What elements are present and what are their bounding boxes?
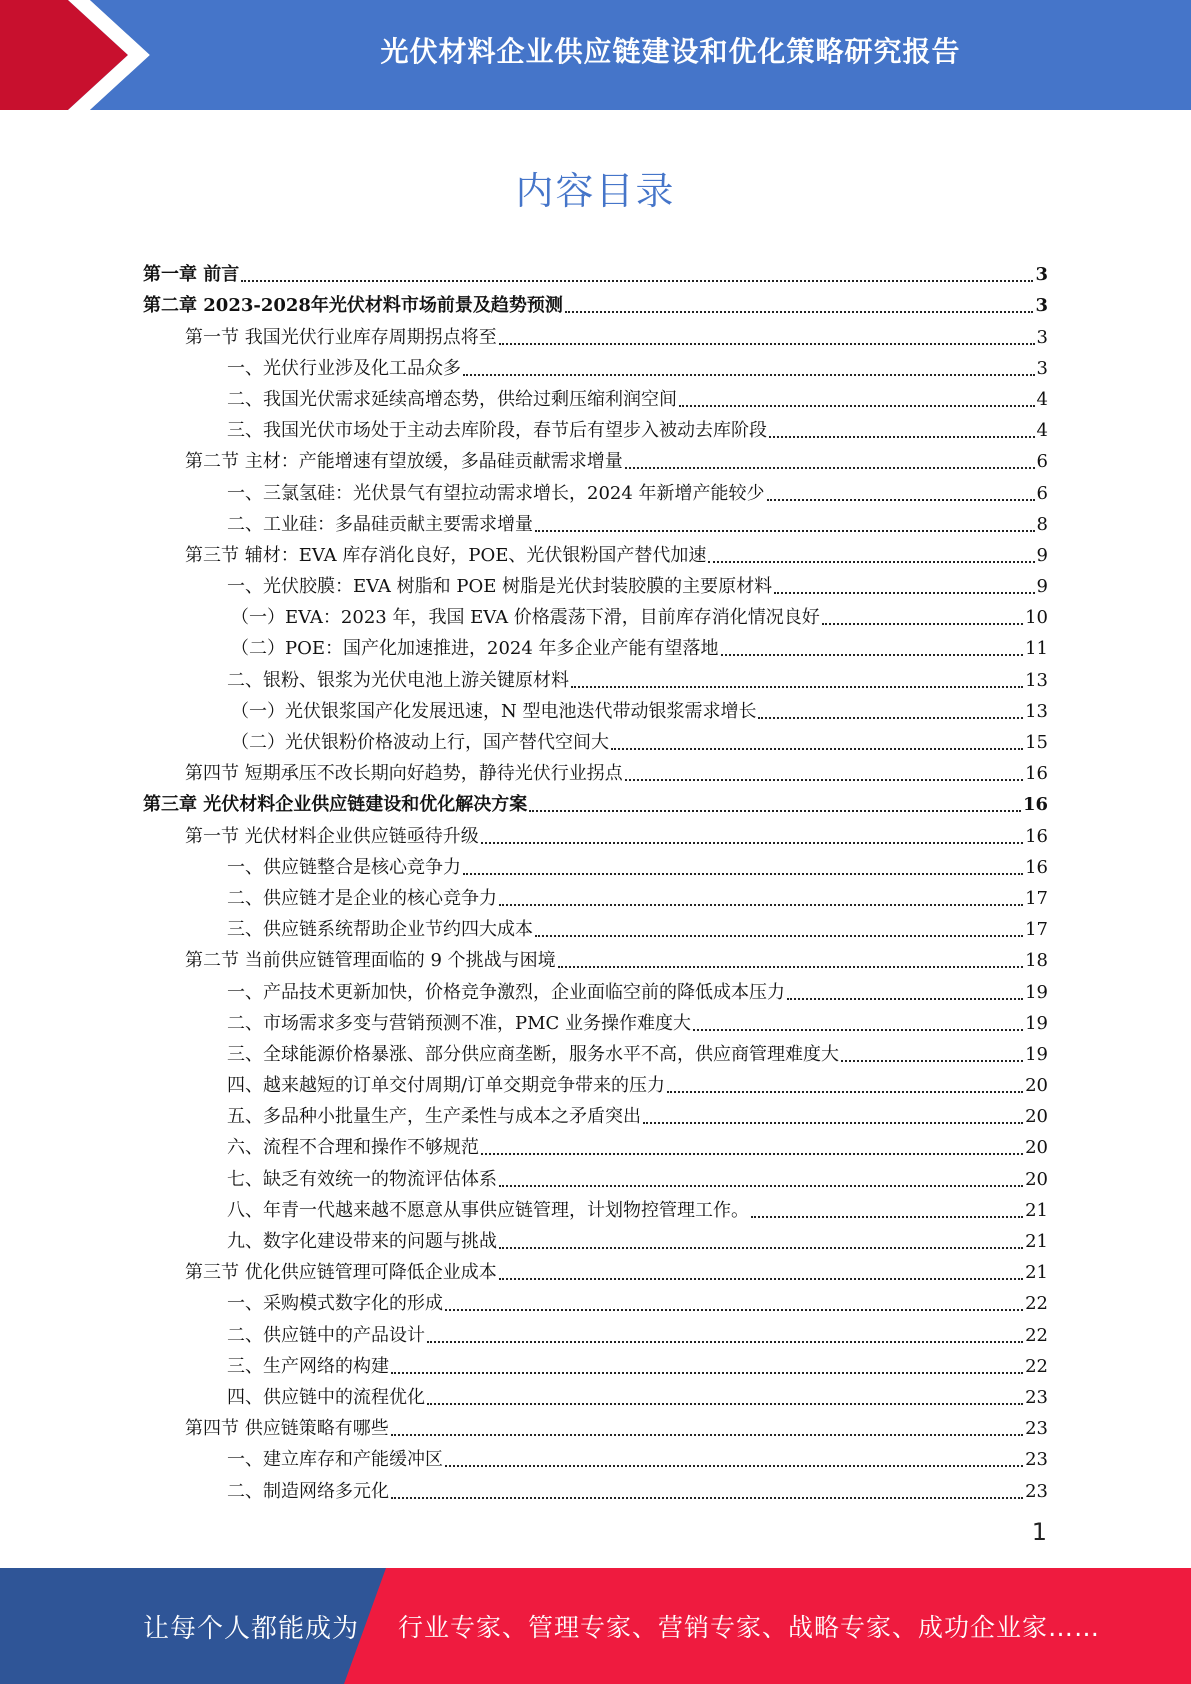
- toc-entry-page: 6: [1036, 451, 1048, 473]
- toc-entry[interactable]: [143, 1004, 1048, 1035]
- toc-entry-page: 21: [1025, 1231, 1048, 1252]
- toc-entry-page: 23: [1025, 1480, 1048, 1502]
- toc-entry[interactable]: [143, 1191, 1048, 1222]
- toc-dot-leader: [787, 990, 1023, 1000]
- toc-entry-title: 一、光伏胶膜：EVA 树脂和 POE 树脂是光伏封装胶膜的主要原材料: [227, 576, 773, 598]
- toc-entry[interactable]: [143, 286, 1048, 317]
- toc-dot-leader: [463, 865, 1023, 875]
- toc-entry[interactable]: [143, 1284, 1048, 1315]
- toc-entry[interactable]: [143, 879, 1048, 910]
- toc-entry[interactable]: [143, 972, 1048, 1003]
- toc-entry-title: 第二节 主材：产能增速有望放缓，多晶硅贡献需求增量: [185, 451, 623, 473]
- toc-entry-title: 八、年青一代越来越不愿意从事供应链管理，计划物控管理工作。: [227, 1199, 749, 1221]
- toc-entry-page: 9: [1036, 576, 1048, 598]
- toc-entry-title: 四、供应链中的流程优化: [227, 1386, 425, 1408]
- toc-entry-page: 20: [1025, 1106, 1048, 1128]
- toc-dot-leader: [535, 522, 1035, 532]
- toc-entry-page: 23: [1025, 1418, 1048, 1440]
- toc-dot-leader: [427, 1333, 1023, 1343]
- toc-entry[interactable]: [143, 380, 1048, 411]
- toc-dot-leader: [767, 491, 1035, 501]
- toc-entry-page: 16: [1022, 794, 1048, 816]
- toc-dot-leader: [611, 740, 1023, 750]
- toc-dot-leader: [769, 428, 1035, 438]
- header-chevron-graphic: [0, 0, 150, 110]
- toc-entry-title: 一、建立库存和产能缓冲区: [227, 1449, 443, 1471]
- toc-entry[interactable]: [143, 505, 1048, 536]
- toc-entry-title: 一、产品技术更新加快，价格竞争激烈，企业面临空前的降低成本压力: [227, 981, 785, 1003]
- toc-entry-page: 17: [1025, 887, 1048, 909]
- toc-entry-title: 四、越来越短的订单交付周期/订单交期竞争带来的压力: [227, 1075, 666, 1097]
- toc-entry[interactable]: [143, 442, 1048, 473]
- toc-entry-page: 15: [1025, 732, 1048, 753]
- toc-entry[interactable]: [143, 536, 1048, 567]
- toc-entry-page: 18: [1025, 950, 1048, 972]
- toc-entry-title: （一）光伏银浆国产化发展迅速，N 型电池迭代带动银浆需求增长: [231, 700, 757, 722]
- toc-entry[interactable]: [143, 723, 1048, 754]
- toc-entry-page: 13: [1025, 669, 1048, 691]
- report-title: 光伏材料企业供应链建设和优化策略研究报告: [380, 35, 961, 68]
- toc-dot-leader: [721, 646, 1024, 656]
- toc-entry-title: 一、三氯氢硅：光伏景气有望拉动需求增长，2024 年新增产能较少: [227, 482, 765, 504]
- toc-entry-title: 第三章 光伏材料企业供应链建设和优化解决方案: [143, 794, 528, 816]
- toc-entry[interactable]: [143, 1159, 1048, 1190]
- toc-entry-title: 九、数字化建设带来的问题与挑战: [227, 1231, 497, 1252]
- toc-heading: 内容目录: [515, 169, 676, 213]
- table-of-contents: [143, 255, 1048, 1503]
- toc-entry-title: 二、供应链中的产品设计: [227, 1324, 425, 1346]
- toc-dot-leader: [625, 771, 1023, 781]
- toc-entry[interactable]: [143, 785, 1048, 816]
- toc-entry-title: 第二节 当前供应链管理面临的 9 个挑战与困境: [185, 950, 556, 972]
- toc-entry[interactable]: [143, 1440, 1048, 1471]
- toc-entry-page: 22: [1025, 1355, 1048, 1377]
- toc-entry-title: 一、采购模式数字化的形成: [227, 1293, 443, 1315]
- toc-entry-page: 9: [1036, 544, 1048, 566]
- toc-entry-title: 第一章 前言: [143, 264, 240, 286]
- toc-entry-page: 3: [1036, 326, 1048, 348]
- toc-entry[interactable]: [143, 598, 1048, 629]
- toc-entry[interactable]: [143, 754, 1048, 785]
- toc-entry[interactable]: [143, 1315, 1048, 1346]
- toc-entry-page: 3: [1036, 357, 1048, 379]
- toc-entry-page: 3: [1035, 264, 1048, 286]
- toc-entry-title: （二）光伏银粉价格波动上行，国产替代空间大: [231, 732, 609, 753]
- toc-dot-leader: [679, 397, 1035, 407]
- toc-entry[interactable]: [143, 1222, 1048, 1253]
- toc-entry-page: 21: [1025, 1199, 1048, 1221]
- toc-entry-page: 13: [1025, 700, 1048, 722]
- footer-slogan-left: 让每个人都能成为: [143, 1613, 360, 1644]
- toc-dot-leader: [625, 459, 1035, 469]
- toc-entry-page: 23: [1025, 1386, 1048, 1408]
- toc-entry-page: 21: [1025, 1262, 1048, 1284]
- toc-entry[interactable]: [143, 1066, 1048, 1097]
- toc-entry-page: 4: [1036, 388, 1048, 410]
- toc-dot-leader: [558, 958, 1023, 968]
- toc-entry-title: 七、缺乏有效统一的物流评估体系: [227, 1168, 497, 1190]
- toc-entry[interactable]: [143, 317, 1048, 348]
- toc-entry-page: 11: [1025, 638, 1048, 660]
- toc-dot-leader: [693, 1021, 1023, 1031]
- toc-entry-title: 五、多品种小批量生产，生产柔性与成本之矛盾突出: [227, 1106, 641, 1128]
- toc-dot-leader: [499, 1177, 1023, 1187]
- toc-entry[interactable]: [143, 1378, 1048, 1409]
- toc-dot-leader: [499, 1270, 1023, 1280]
- toc-entry-title: 三、生产网络的构建: [227, 1355, 389, 1377]
- toc-dot-leader: [391, 1426, 1023, 1436]
- toc-entry-title: 三、全球能源价格暴涨、部分供应商垄断，服务水平不高，供应商管理难度大: [227, 1043, 839, 1065]
- toc-dot-leader: [499, 1239, 1023, 1249]
- toc-entry[interactable]: [143, 1253, 1048, 1284]
- toc-entry[interactable]: [143, 848, 1048, 879]
- toc-dot-leader: [481, 834, 1023, 844]
- toc-dot-leader: [565, 303, 1034, 313]
- toc-dot-leader: [822, 615, 1023, 625]
- toc-entry-page: 16: [1025, 763, 1048, 785]
- toc-dot-leader: [445, 1457, 1023, 1467]
- page-number: 1: [1031, 1518, 1047, 1546]
- toc-entry-page: 22: [1025, 1293, 1048, 1315]
- toc-dot-leader: [445, 1301, 1023, 1311]
- toc-dot-leader: [481, 1145, 1023, 1155]
- toc-entry[interactable]: [143, 1097, 1048, 1128]
- toc-entry[interactable]: [143, 473, 1048, 504]
- toc-entry-title: 三、我国光伏市场处于主动去库阶段，春节后有望步入被动去库阶段: [227, 420, 767, 442]
- toc-entry-title: 三、供应链系统帮助企业节约四大成本: [227, 919, 533, 941]
- toc-entry-page: 6: [1036, 482, 1048, 504]
- toc-dot-leader: [391, 1489, 1023, 1499]
- toc-entry-title: 二、工业硅：多晶硅贡献主要需求增量: [227, 513, 533, 535]
- toc-entry[interactable]: [143, 1035, 1048, 1066]
- toc-entry-title: 二、制造网络多元化: [227, 1480, 389, 1502]
- toc-entry-page: 10: [1025, 607, 1048, 629]
- toc-dot-leader: [571, 678, 1023, 688]
- toc-entry[interactable]: [143, 1347, 1048, 1378]
- toc-entry[interactable]: [143, 567, 1048, 598]
- toc-entry[interactable]: [143, 660, 1048, 691]
- toc-entry[interactable]: [143, 1409, 1048, 1440]
- toc-entry-title: 第二章 2023-2028年光伏材料市场前景及趋势预测: [143, 295, 563, 317]
- toc-dot-leader: [391, 1364, 1023, 1374]
- toc-entry-page: 23: [1025, 1449, 1048, 1471]
- toc-entry-title: （二）POE：国产化加速推进，2024 年多企业产能有望落地: [231, 638, 719, 660]
- toc-entry-title: 二、供应链才是企业的核心竞争力: [227, 887, 497, 909]
- footer-slogan-right: 行业专家、管理专家、营销专家、战略专家、成功企业家……: [398, 1613, 1101, 1642]
- toc-entry[interactable]: [143, 692, 1048, 723]
- toc-entry-page: 16: [1025, 856, 1048, 878]
- toc-entry[interactable]: [143, 349, 1048, 380]
- toc-entry-title: 一、供应链整合是核心竞争力: [227, 856, 461, 878]
- toc-dot-leader: [751, 1208, 1023, 1218]
- toc-entry-title: （一）EVA：2023 年，我国 EVA 价格震荡下滑，目前库存消化情况良好: [231, 607, 820, 629]
- toc-entry-page: 4: [1036, 420, 1048, 442]
- toc-entry-title: 第三节 辅材：EVA 库存消化良好，POE、光伏银粉国产替代加速: [185, 544, 707, 566]
- toc-dot-leader: [499, 896, 1023, 906]
- toc-entry-title: 一、光伏行业涉及化工品众多: [227, 357, 461, 379]
- toc-dot-leader: [535, 927, 1023, 937]
- toc-entry-title: 第三节 优化供应链管理可降低企业成本: [185, 1262, 497, 1284]
- toc-entry-title: 二、我国光伏需求延续高增态势，供给过剩压缩利润空间: [227, 388, 677, 410]
- toc-entry-title: 第四节 短期承压不改长期向好趋势，静待光伏行业拐点: [185, 763, 623, 785]
- toc-entry-page: 3: [1035, 295, 1048, 317]
- toc-entry-page: 20: [1025, 1137, 1048, 1159]
- toc-dot-leader: [667, 1083, 1023, 1093]
- toc-entry-page: 20: [1025, 1075, 1048, 1097]
- toc-dot-leader: [841, 1052, 1023, 1062]
- page-header: [0, 0, 1191, 110]
- toc-entry-title: 二、市场需求多变与营销预测不准，PMC 业务操作难度大: [227, 1012, 692, 1034]
- toc-entry-page: 19: [1025, 1043, 1048, 1065]
- toc-entry-page: 20: [1025, 1168, 1048, 1190]
- toc-entry-page: 17: [1025, 919, 1048, 941]
- toc-dot-leader: [499, 335, 1035, 345]
- toc-entry[interactable]: [143, 1128, 1048, 1159]
- toc-entry-title: 第一节 光伏材料企业供应链亟待升级: [185, 825, 479, 847]
- toc-entry[interactable]: [143, 910, 1048, 941]
- toc-entry-page: 19: [1025, 981, 1048, 1003]
- toc-dot-leader: [643, 1114, 1023, 1124]
- toc-entry[interactable]: [143, 255, 1048, 286]
- toc-entry[interactable]: [143, 941, 1048, 972]
- toc-entry-title: 第一节 我国光伏行业库存周期拐点将至: [185, 326, 497, 348]
- toc-entry[interactable]: [143, 411, 1048, 442]
- toc-dot-leader: [774, 584, 1034, 594]
- toc-dot-leader: [241, 272, 1033, 282]
- toc-entry-page: 8: [1036, 513, 1048, 535]
- toc-dot-leader: [529, 802, 1021, 812]
- toc-dot-leader: [708, 553, 1034, 563]
- toc-entry[interactable]: [143, 629, 1048, 660]
- toc-entry-title: 六、流程不合理和操作不够规范: [227, 1137, 479, 1159]
- toc-dot-leader: [758, 709, 1023, 719]
- toc-dot-leader: [427, 1395, 1023, 1405]
- toc-entry-page: 16: [1025, 825, 1048, 847]
- toc-dot-leader: [463, 366, 1035, 376]
- toc-entry-page: 19: [1025, 1012, 1048, 1034]
- toc-entry-page: 22: [1025, 1324, 1048, 1346]
- toc-entry[interactable]: [143, 816, 1048, 847]
- toc-entry-title: 第四节 供应链策略有哪些: [185, 1418, 389, 1440]
- page-footer: [0, 1568, 1191, 1684]
- toc-entry[interactable]: [143, 1471, 1048, 1502]
- toc-entry-title: 二、银粉、银浆为光伏电池上游关键原材料: [227, 669, 569, 691]
